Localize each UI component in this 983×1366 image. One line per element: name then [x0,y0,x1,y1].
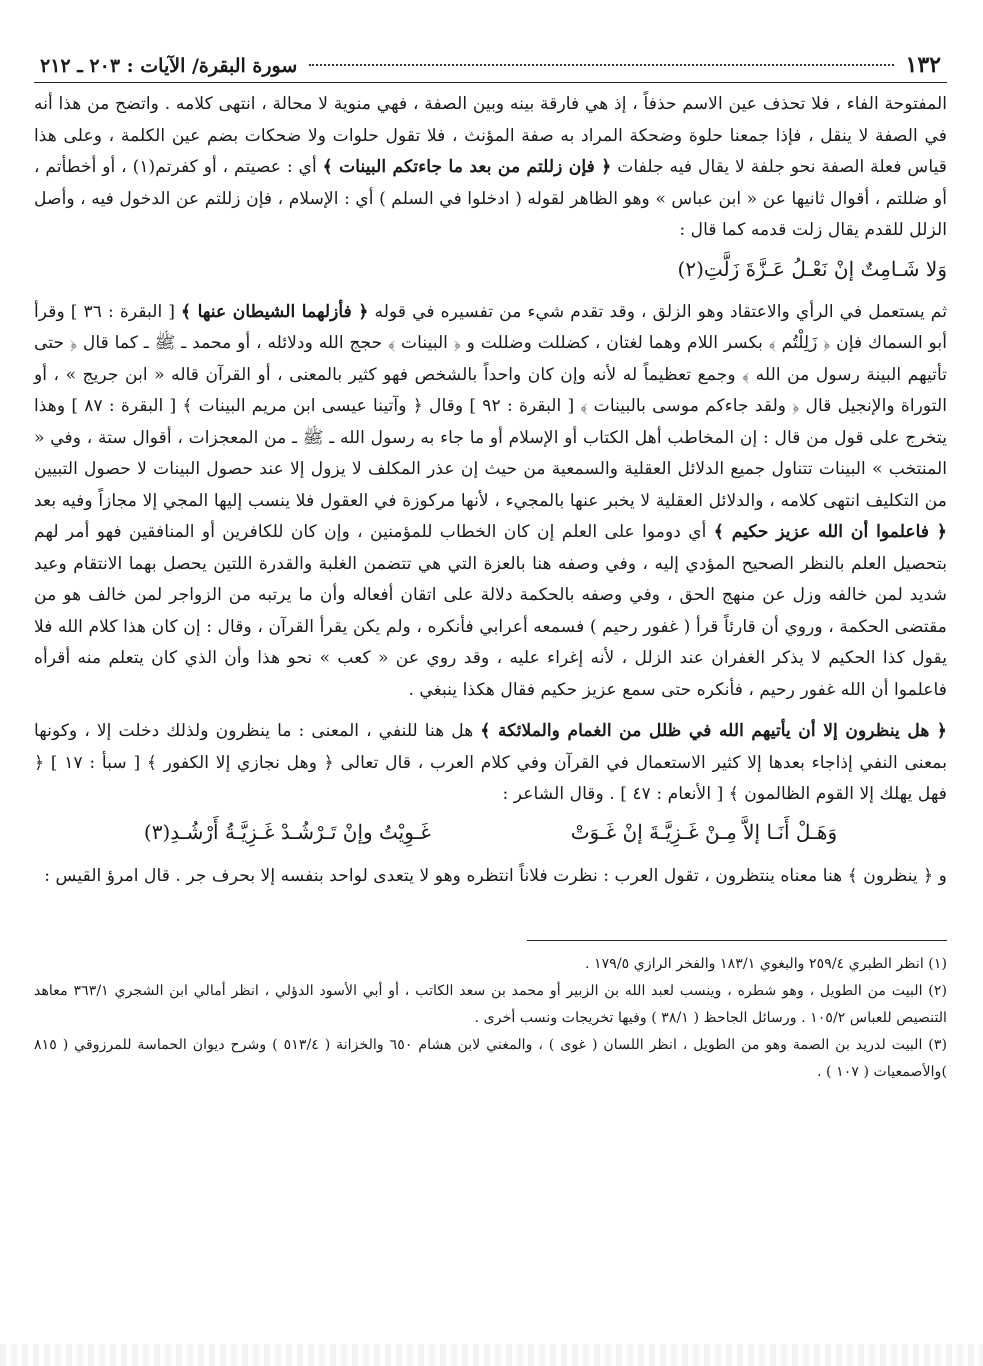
poetry-verse: وَلا شَـامِتٌ إنْ نَعْـلُ عَـزَّةَ زَلَّتِ(٢) [677,256,947,281]
paragraph-1-rest: أي : عصيتم ، أو كفرتم(١) ، أو أخطأتم ، أو ضللتم ، أقوال ثانيها عن « ابن عباس » وهو الظاهر لقوله ( ادخلوا في السلم ) أي : الإسلام ، فإن زللتم عن الدخول فيه ، وأصل الزلل للقدم يقال زلت قدمه كما قال : [34,157,947,240]
header-dot-leader [309,64,893,66]
book-page [34,52,947,1366]
footnote-rule [527,940,947,941]
paragraph-2 [34,297,947,707]
scan-edge-artifact [0,1344,983,1366]
poetry-couplet [74,813,907,851]
paragraph-2-text-a: ثم يستعمل في الرأي والاعتقاد وهو الزلق ، وقد تقدم شيء من تفسيره في قوله [374,301,947,322]
running-header [34,52,947,82]
paragraph-3 [34,716,947,811]
paragraph-2-text-c: [ البقرة : ٣٦ ] وقرأ أبو السماك فإن ﴿ زَلِلْتُم ﴾ بكسر اللام وهما لغتان ، كضللت وضللت و ﴿ البينات ﴾ حجج الله ودلائله ، أو محمد ـ ﷺ ـ كما قال ﴿ حتى تأتيهم البينة رسول من الله ﴾ وجمع تعظيماً له لأنه وإن كان واحداً بالشخص فهو كثير بالمعنى ، أو القرآن قاله « ابن جريج » ، أو التوراة والإنجيل قال ﴿ ولقد جاءكم موسى بالبينات ﴾ [ البقرة : ٩٢ ] وقال ﴿ وآتينا عيسى ابن مريم البينات ﴾ [ البقرة : ٨٧ ] وهذا يتخرج على قول من قال : إن المخاطب أهل الكتاب أو الإسلام أو ما جاء به رسول الله ـ ﷺ ـ من المعجزات ، أقوال ستة ، وفي « المنتخب » البينات تتناول جميع الدلائل العقلية والسمعية من حيث إن عذر المكلف لا يزول إلا عند حصول البينات لا حصول التبيين من التكليف انتهى كلامه ، والدلائل العقلية لا يخبر عنها بالمجيء ، لأنها مركوزة في العقول فلا ينسب إليها المجي إلا مجازاً وفيه بعد [34,301,947,511]
main-text [34,89,947,892]
paragraph-4: و ﴿ ينظرون ﴾ هنا معناه ينتظرون ، تقول العرب : نظرت فلاناً انتظره وهو لا يتعدى لواحد بنفسه إلا بحرف جر . قال امرؤ القيس : [44,865,947,886]
footnote-1: (١) انظر الطبري ٢٥٩/٤ والبغوي ١٨٣/١ والفخر الرازي ١٧٩/٥ . [584,956,947,972]
couplet-first-hemistich: وَهَـلْ أَنَـا إلاَّ مِـنْ غَـزِيَّـةَ إنْ غَـوَتْ [570,819,838,844]
quran-quote: ﴿ فاعلموا أن الله عزيز حكيم ﴾ [713,522,947,542]
header-title: سورة البقرة/ الآيات : ٢٠٣ ـ ٢١٢ [40,55,298,77]
paragraph-3-text: هل هنا للنفي ، المعنى : ما ينظرون ولذلك دخلت إلا ، وكونها بمعنى النفي إذاجاء بعدها إلا كثير الاستعمال في القرآن وفي كلام العرب ، قال تعالى ﴿ وهل نجازي إلا الكفور ﴾ [ سبأ : ١٧ ] ﴿ فهل يهلك إلا القوم الظالمون ﴾ [ الأنعام : ٤٧ ] . وقال الشاعر : [34,721,947,804]
footnote-2: (٢) البيت من الطويل ، وهو شطره ، وينسب لعبد الله بن الزبير أو محمد بن سعد الكاتب ، أو أبي الأسود الدؤلي ، انظر أمالي ابن الشجري ٣٦٣/١ معاهد التنصيص للعباس ١٠٥/٢ . ورسائل الجاحظ ( ٣٨/١ ) وفيها تخريجات ونسب أخرى . [34,983,947,1026]
page-number: ١٣٢ [905,52,941,78]
paragraph-1 [34,89,947,247]
paragraph-2-text-e: أي دوموا على العلم إن كان الخطاب للمؤمنين ، وإن كان للكافرين أو المنافقين فهو أمر لهم بتحصيل العلم بالنظر الصحيح المؤدي إليه ، وفي وصفه هنا بالعزة التي هي تتضمن الغلبة والقدرة اللتين يحصل بهما الانتقام وعيد شديد لمن خالفه وزل عن منهج الحق ، وفي وصفه بالحكمة دلالة على اتقان أفعاله وأن ما يرتبه من الزواجر لمن خالف هو من مقتضى الحكمة ، وروي أن قارئاً قرأ ( غفور رحيم ) فسمعه أعرابي فأنكره ، ولم يكن يقرأ القرآن ، وقال : إن كان هذا كلام الله فلا يقول كذا الحكيم لا يذكر الغفران عند الزلل ، لأنه إغراء عليه ، وقد روي عن « كعب » نحو هذا وأن الذي كان يتعلم منه أقرأه فاعلموا أن الله غفور رحيم ، فأنكره حتى سمع عزيز حكيم فقال هكذا ينبغي . [34,522,947,700]
couplet-second-hemistich: غَـوِيْتُ وإنْ تَـرْشُـدْ غَـزِيَّـةُ أَرْشُـدِ(٣) [143,819,431,844]
quran-quote: ﴿ فأزلهما الشيطان عنها ﴾ [180,301,369,322]
quran-quote: ﴿ فإن زللتم من بعد ما جاءتكم البينات ﴾ [322,157,612,177]
footnote-3: (٣) البيت لدريد بن الصمة وهو من الطويل ، انظر اللسان ( غوى ) ، والمغني لابن هشام ٦٥٠ والخزانة ( ٥١٣/٤ ) وشرح ديوان الحماسة للمرزوقي ( ٨١٥ )والأصمعيات ( ١٠٧ ) . [34,1037,948,1080]
footnotes [34,951,947,1086]
header-rule [34,82,947,83]
quran-quote: ﴿ هل ينظرون إلا أن يأتيهم الله في ظلل من الغمام والملائكة ﴾ [480,721,948,741]
paragraph-1-text: المفتوحة الفاء ، فلا تحذف عين الاسم حذفاً ، إذ هي فارقة بينه وبين الصفة ، فهي منوية لا محالة ، انتهى كلامه . واتضح من هذا أنه في الصفة لا ينقل ، فإذا جمعنا حلوة وضحكة المراد به صفة المؤنث ، فلا تقول حلوات ولا ضحكات بضم عين الكلمة ، وعلى هذا قياس فعلة الصفة نحو جلفة لا يقال فيه جلفات [34,94,948,177]
